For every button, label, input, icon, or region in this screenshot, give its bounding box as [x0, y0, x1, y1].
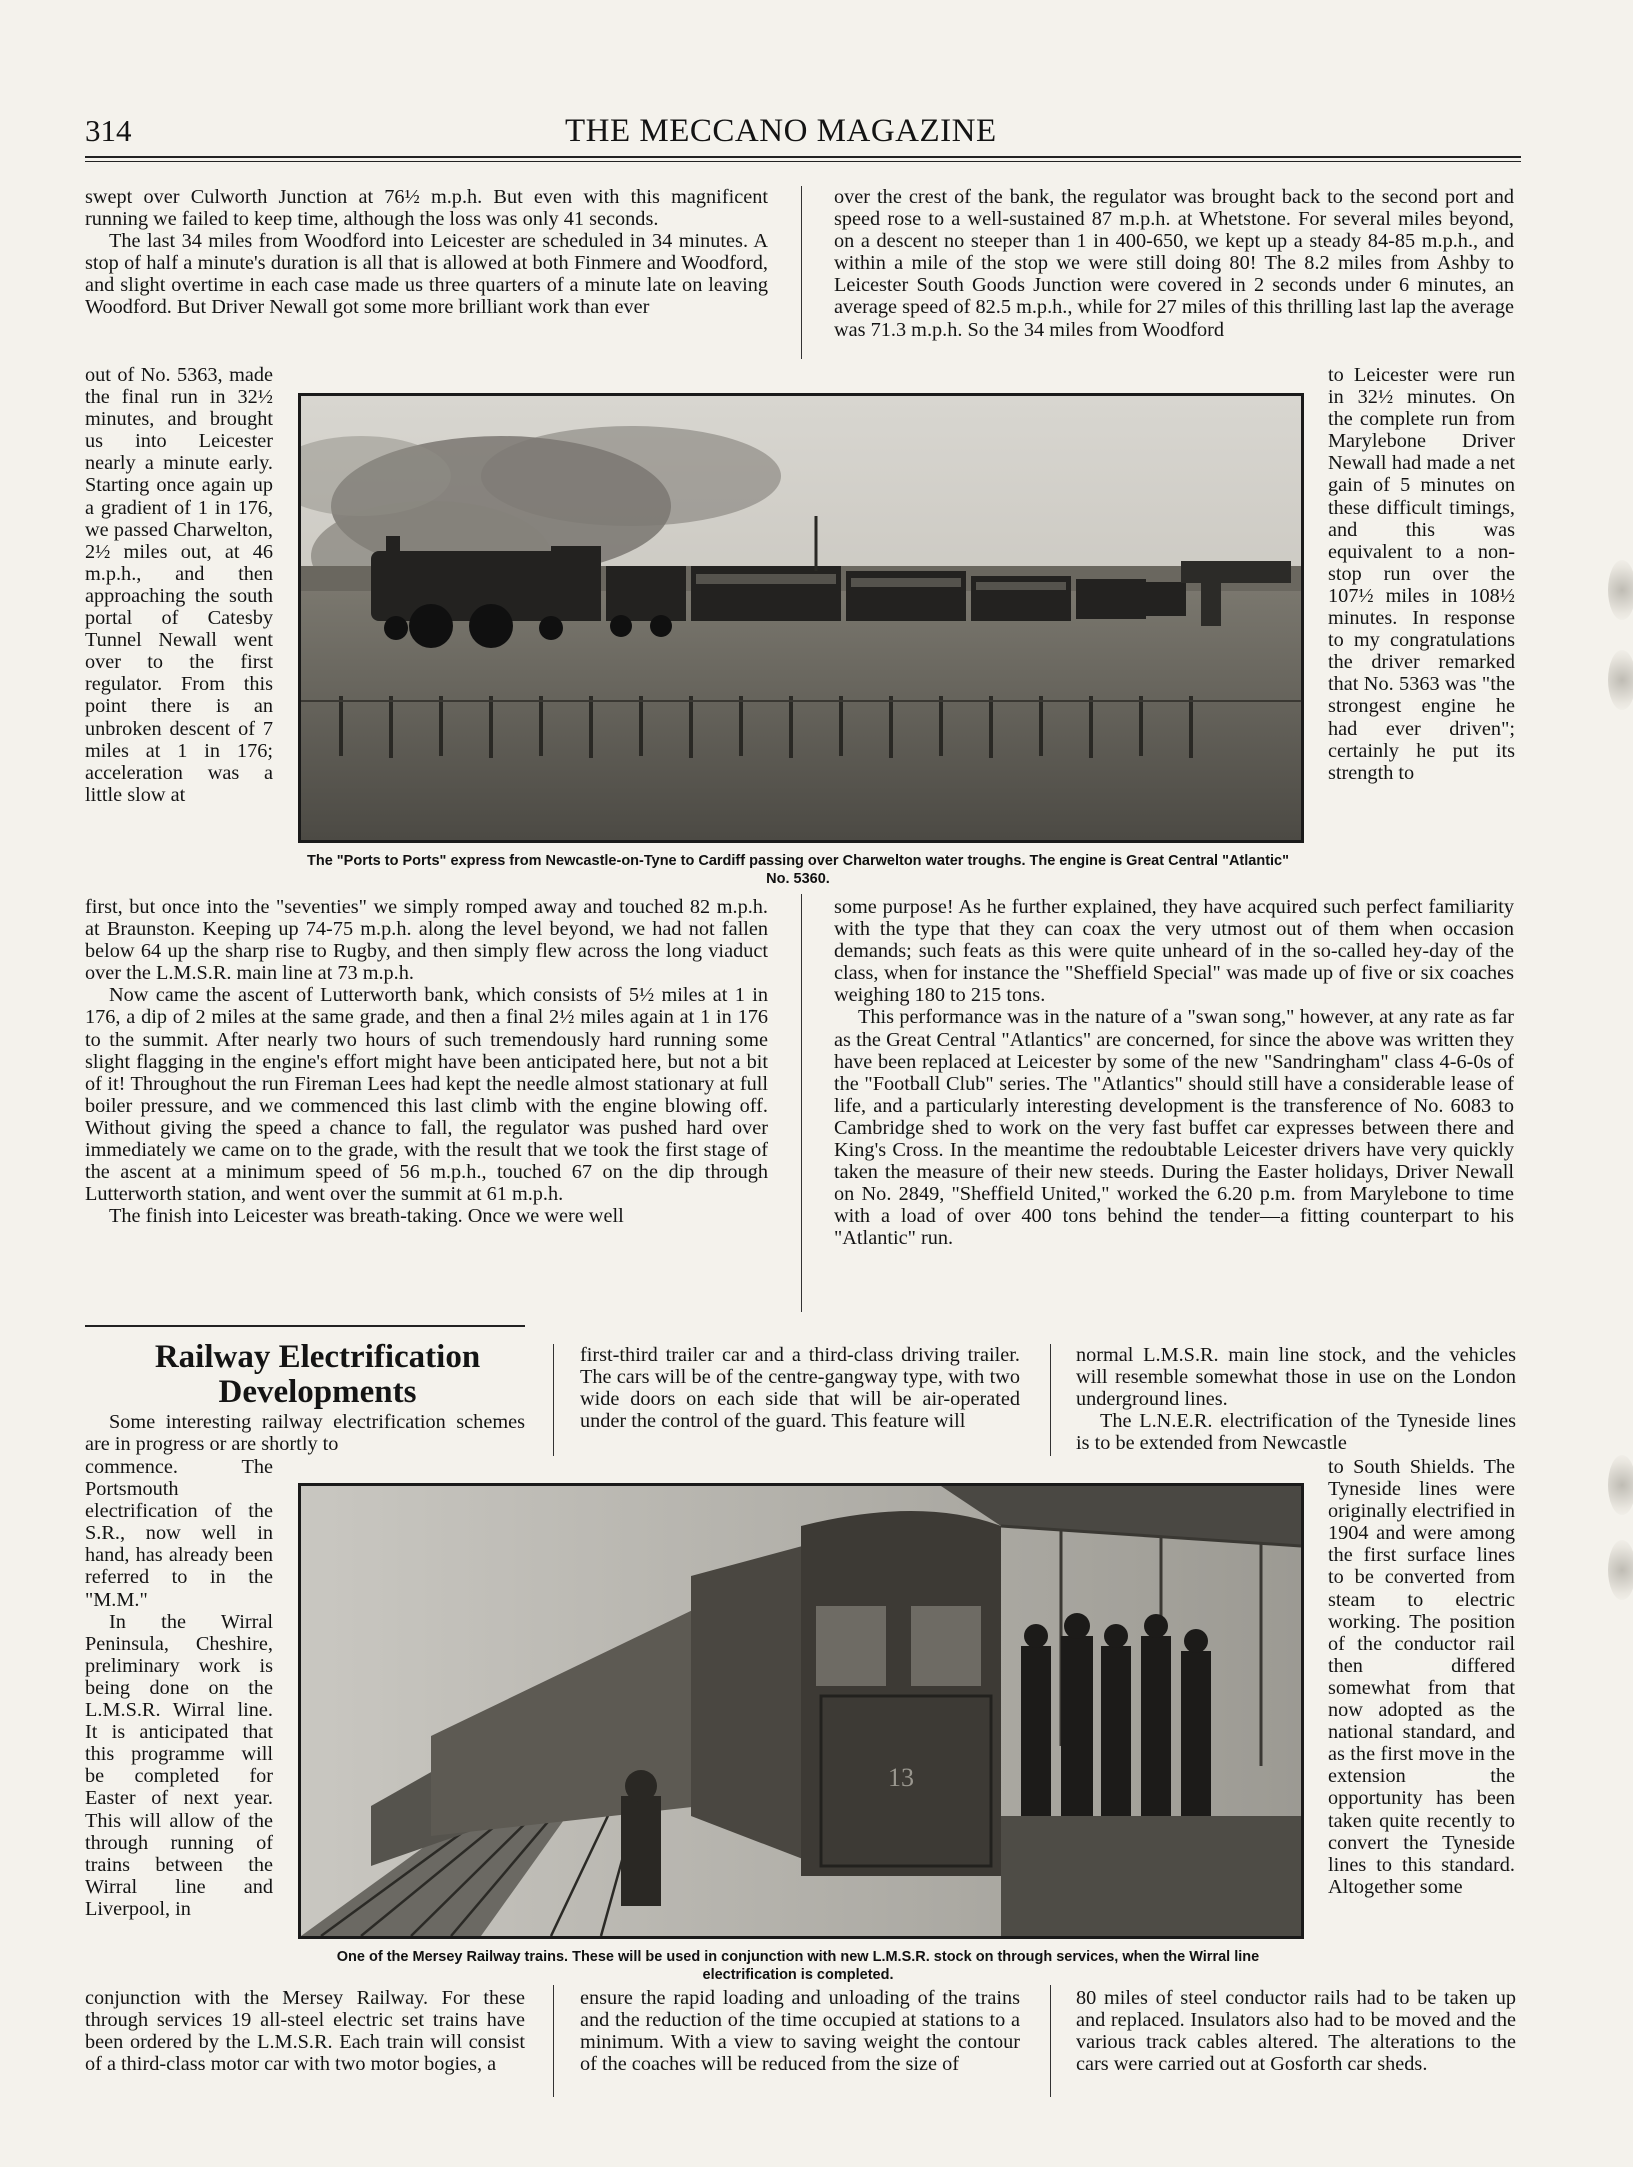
article1-paragraph: some purpose! As he further explained, they have acquired such perfect familiarity with the type that they can coax the very utmost out of them when occasion demands; such feats as this were quite unheard of in the so-called hey-day of the class, when for instance the "Sheffield Special" was made up of five or six coaches weighing 180 to 215 tons. [834, 896, 1514, 1007]
binding-hole-mark [1608, 650, 1633, 710]
column-divider [553, 1344, 554, 1456]
electric-train-image [301, 1486, 1301, 1936]
article1-paragraph: Now came the ascent of Lutterworth bank, which consists of 5½ miles at 1 in 176, a dip of 2 miles at the same grade, and then a final 2½ miles again at 1 in 176 to the summit. After nearly two hours of such tremendously hard running some slight flagging in the engine's effort might have been anticipated here, but not a bit of it! Throughout the run Fireman Lees had kept the needle almost stationary at full boiler pressure, and we commenced this last climb with the engine blowing off. Without giving the speed a chance to fall, the regulator was pushed hard over immediately we came on to the grade, with the result that we took the first stage of the ascent at a minimum speed of 56 m.p.h., touched 67 on the dip through Lutterworth station, and went over the summit at 61 m.p.h. [85, 984, 768, 1206]
article2-col1-top [85, 1411, 525, 1457]
column-divider [1050, 1985, 1051, 2097]
article1-paragraph: first, but once into the "seventies" we simply romped away and touched 82 m.p.h. at Braunston. Keeping up 74-75 m.p.h. along the level beyond, we had not fallen below 64 up the sharp rise to Rugby, and then simply flew across the long viaduct over the L.M.S.R. main line at 73 m.p.h. [85, 896, 768, 985]
article2-paragraph: commence. The Portsmouth electrification of the S.R., now well in hand, has already been referred to in the "M.M." [85, 1456, 273, 1611]
page-number: 314 [85, 113, 132, 148]
headline-line: Railway Electrification [154, 1339, 481, 1375]
article1-paragraph: The last 34 miles from Woodford into Leicester are scheduled in 34 minutes. A stop of half a minute's duration is all that is allowed at both Finmere and Woodford, and slight overtime in each case made us three quarters of a minute late on leaving Woodford. But Driver Newall got some more brilliant work than ever [85, 230, 768, 319]
article2-paragraph: In the Wirral Peninsula, Cheshire, preliminary work is being done on the L.M.S.R. Wirral line. It is anticipated that this programme will be completed for Easter of next year. This will allow of the through running of trains between the Wirral line and Liverpool, in [85, 1610, 273, 1920]
header-rule [85, 156, 1521, 158]
article2-paragraph: first-third trailer car and a third-class driving trailer. The cars will be of the centre-gangway type, with two wide doors on each side that will be air-operated under the control of the guard. This feature will [580, 1344, 1020, 1433]
express-train-photo [298, 393, 1304, 843]
article1-left-top [85, 186, 768, 363]
column-divider [801, 186, 802, 359]
column-divider [1050, 1344, 1051, 1456]
article1-paragraph: out of No. 5363, made the final run in 32½ minutes, and brought us into Leicester nearly a minute early. Starting once again up a gradient of 1 in 176, we passed Charwelton, 2½ miles out, at 46 m.p.h., and then approaching the south portal of Catesby Tunnel Newall went over to the first regulator. From this point there is an unbroken descent of 7 miles at 1 in 176; acceleration was a little slow at [85, 364, 273, 806]
article1-right-top [834, 186, 1514, 363]
article2-paragraph: Some interesting railway electrification schemes are in progress or are shortly to [85, 1411, 525, 1456]
header-rule-thin [85, 161, 1521, 162]
article1-paragraph: The finish into Leicester was breath-taking. Once we were well [109, 1205, 624, 1228]
car-number-label: 13 [888, 1763, 914, 1792]
binding-hole-mark [1608, 560, 1633, 620]
article2-paragraph: to South Shields. The Tyneside lines were originally electrified in 1904 and were among the first surface lines to be converted from steam to electric working. The position of the conductor rail then differed somewhat from that now adopted as the national standard, and as the first move in the extension the opportunity has been taken quite recently to convert the Tyneside lines to this standard. Altogether some [1328, 1456, 1515, 1898]
article1-paragraph: over the crest of the bank, the regulator was brought back to the second port and speed rose to a well-sustained 87 m.p.h. at Whetstone. For several miles beyond, on a descent no steeper than 1 in 400-650, we kept up a steady 84-85 m.p.h., and within a mile of the stop we were still doing 80! The 8.2 miles from Ashby to Leicester South Goods Junction were covered in 2 seconds under 6 minutes, an average speed of 82.5 m.p.h., while for 27 miles of this thrilling last lap the average was 71.3 m.p.h. So the 34 miles from Woodford [834, 186, 1514, 341]
magazine-title: THE MECCANO MAGAZINE [565, 113, 997, 149]
article2-paragraph: 80 miles of steel conductor rails had to be taken up and replaced. Insulators also had to be moved and the various track cables altered. The alterations to the cars were carried out at Gosforth car sheds. [1076, 1987, 1516, 2076]
article1-paragraph: to Leicester were run in 32½ minutes. On the complete run from Marylebone Driver Newall had made a net gain of 5 minutes on these difficult timings, and this was equivalent to a non-stop run over the 107½ miles in 108½ minutes. In response to my congratulations the driver remarked that No. 5363 was "the strongest engine he had ever driven"; certainly he put its strength to [1328, 364, 1515, 784]
binding-hole-mark [1608, 1540, 1633, 1600]
article2-paragraph: The L.N.E.R. electrification of the Tyneside lines is to be extended from Newcastle [1076, 1410, 1516, 1455]
column-divider [801, 894, 802, 1312]
article2-right-wrap [1328, 1456, 1515, 1986]
article2-paragraph: conjunction with the Mersey Railway. For these through services 19 all-steel electric set trains have been ordered by the L.M.S.R. Each train will consist of a third-class motor car with two motor bogies, a [85, 1987, 525, 2076]
column-divider [553, 1985, 554, 2097]
mersey-photo-caption: One of the Mersey Railway trains. These will be used in conjunction with new L.M.S.R. stock on through services, when the Wirral line electrification is completed. [336, 1949, 1260, 1983]
article2-paragraph: ensure the rapid loading and unloading of the trains and the reduction of the time occupied at stations to a minimum. With a view to saving weight the contour of the coaches will be reduced from the size of [580, 1987, 1020, 2076]
binding-hole-mark [1608, 1455, 1633, 1515]
article2-col3-bottom [1076, 1987, 1516, 2097]
steam-train-image [301, 396, 1301, 840]
article2-col3-top [1076, 1344, 1516, 1456]
mersey-train-photo [298, 1483, 1304, 1939]
article1-left-wrap [85, 364, 273, 886]
article2-left-wrap [85, 1456, 273, 1986]
express-photo-caption: The "Ports to Ports" express from Newcastle-on-Tyne to Cardiff passing over Charwelton water troughs. The engine is Great Central "Atlantic" No. 5360. [307, 853, 1289, 887]
article1-left-bottom [85, 896, 768, 1316]
article2-col2-top [580, 1344, 1020, 1456]
article2-col2-bottom [580, 1987, 1020, 2097]
article1-paragraph: This performance was in the nature of a "swan song," however, at any rate as far as the Great Central "Atlantics" are concerned, for since the above was written they have been replaced at Leicester by some of the new "Sandringham" class 4-6-0s of the "Football Club" series. The "Atlantics" should still have a considerable lease of life, and a particularly interesting development is the transference of No. 6083 to Cambridge shed to work on the very fast buffet car expresses between there and King's Cross. In the meantime the redoubtable Leicester drivers have very quickly taken the measure of their new steeds. During the Easter holidays, Driver Newall on No. 2849, "Sheffield United," worked the 6.20 p.m. from Marylebone to time with a load of over 400 tons behind the tender—a fitting counterpart to his "Atlantic" run. [834, 1006, 1514, 1250]
article1-paragraph: swept over Culworth Junction at 76½ m.p.h. But even with this magnificent running we failed to keep time, although the loss was only 41 seconds. [85, 186, 768, 231]
article2-col1-bottom [85, 1987, 525, 2097]
article2-paragraph: normal L.M.S.R. main line stock, and the vehicles will resemble somewhat those in use on the London underground lines. [1076, 1344, 1516, 1411]
headline-line: Developments [218, 1374, 417, 1410]
article1-right-bottom [834, 896, 1514, 1316]
article1-right-wrap [1328, 364, 1515, 894]
section-rule [85, 1325, 525, 1327]
article2-headline [85, 1340, 550, 1410]
